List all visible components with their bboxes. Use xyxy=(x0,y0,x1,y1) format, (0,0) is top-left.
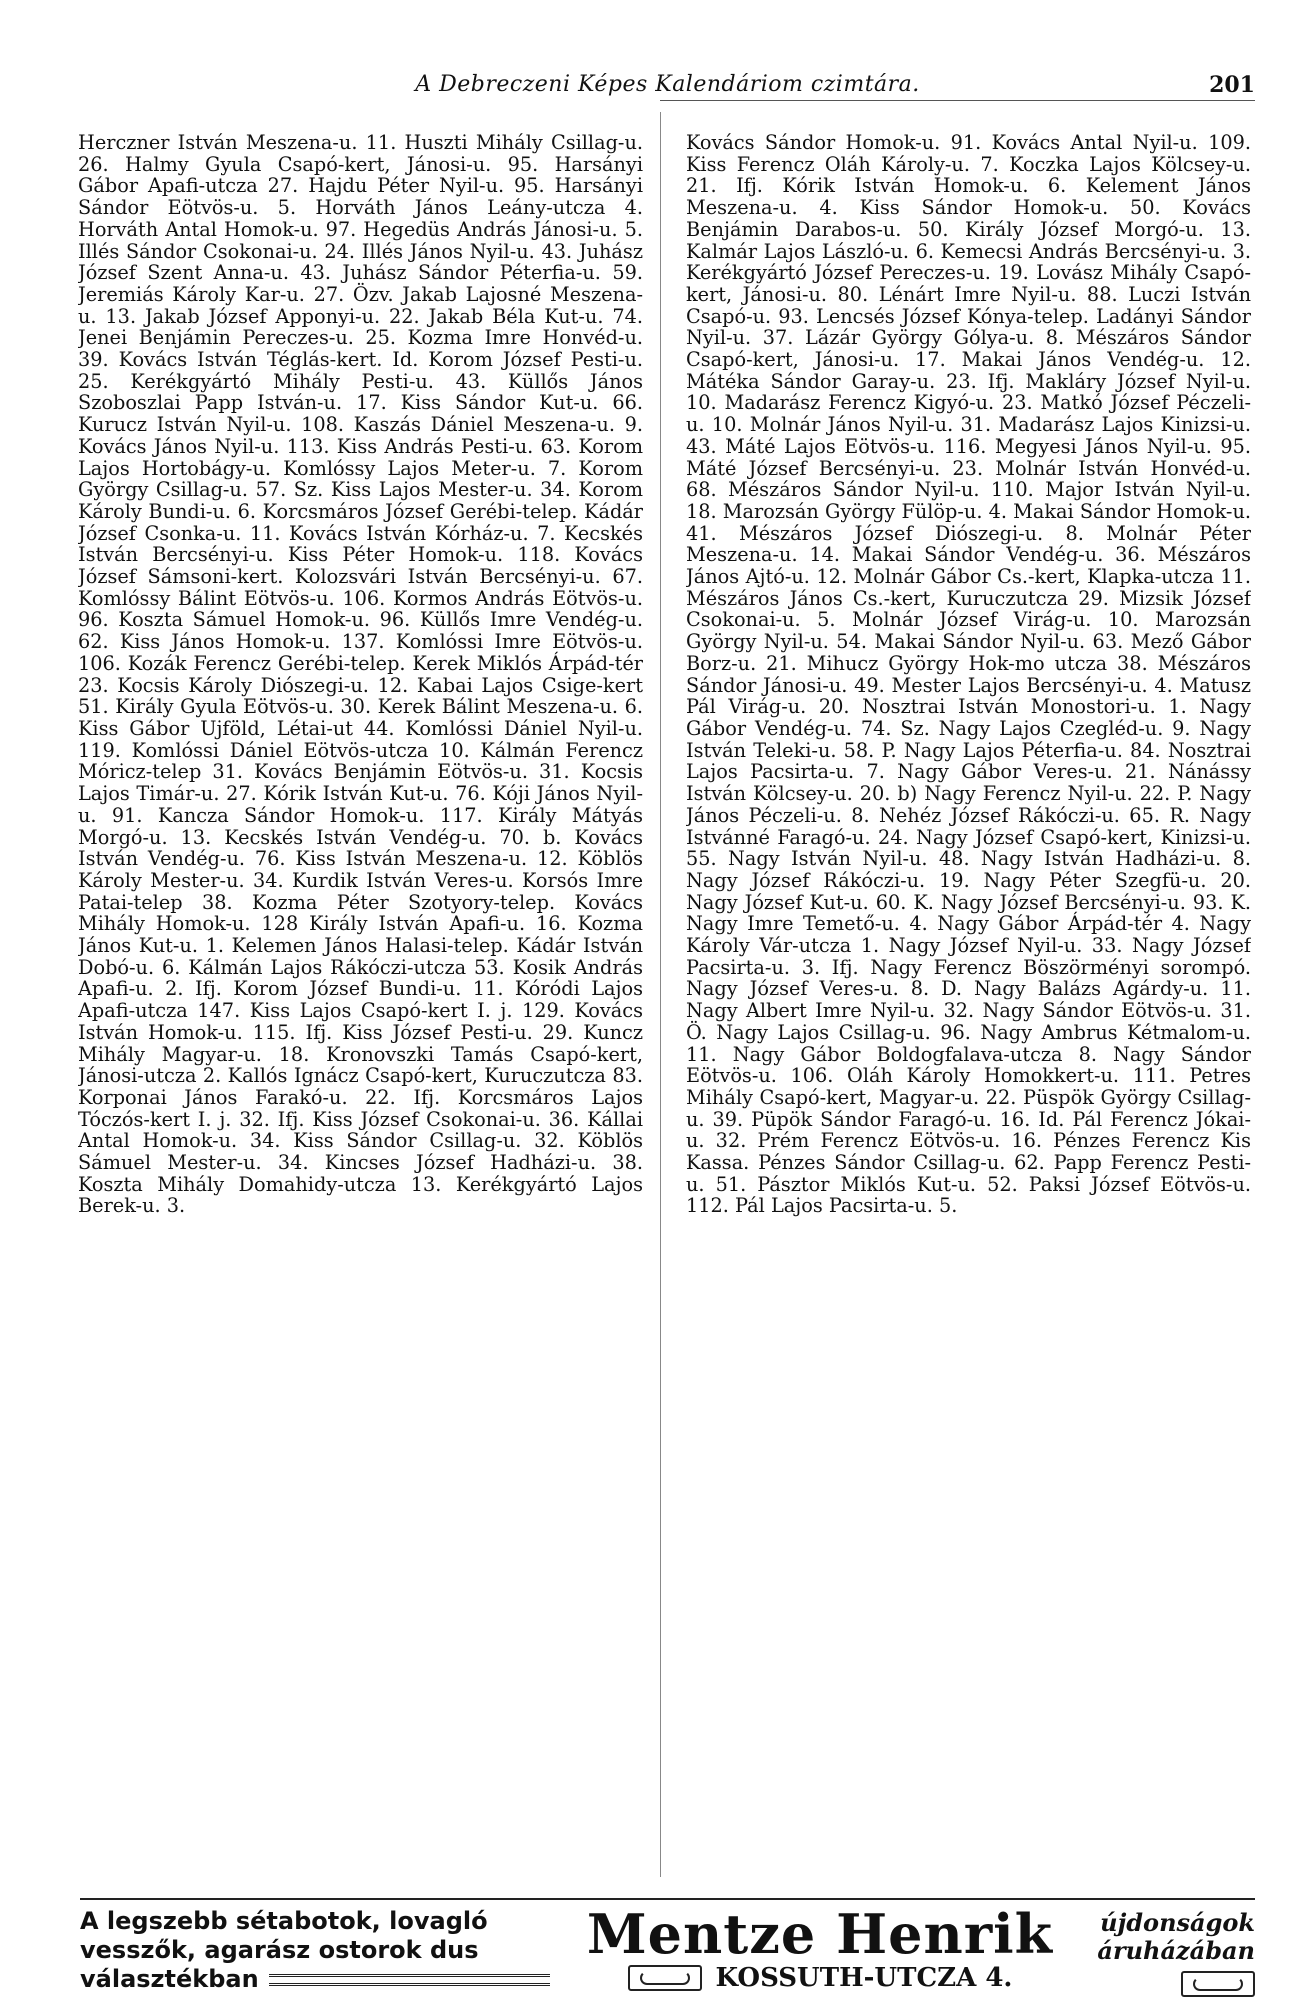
whip-icon xyxy=(1181,1971,1255,1997)
directory-column-left xyxy=(78,132,643,1877)
page-header xyxy=(80,72,1255,112)
column-divider xyxy=(660,112,661,1877)
decorative-double-rule xyxy=(269,1974,550,1986)
advertisement xyxy=(80,1902,1255,2000)
directory-text-left: Herczner István Meszena-u. 11. Huszti Mihály Csillag-u. 26. Halmy Gyula Csapó-kert, Jánosi-u. 95. Harsányi Gábor Apafi-utcza 27. Hajdu Péter Nyil-u. 95. Harsányi Sándor Eötvös-u. 5. Horváth János Leány-utcza 4. Horváth Antal Homok-u. 97. Hegedüs András Jánosi-u. 5. Illés Sándor Csokonai-u. 24. Illés János Nyil-u. 43. Juhász József Szent Anna-u. 43. Juhász Sándor Péterfia-u. 59. Jeremiás Károly Kar-u. 27. Özv. Jakab Lajosné Meszena-u. 13. Jakab József Apponyi-u. 22. Jakab Béla Kut-u. 74. Jenei Benjámin Pereczes-u. 25. Kozma Imre Honvéd-u. 39. Kovács István Téglás-kert. Id. Korom József Pesti-u. 25. Kerékgyártó Mihály Pesti-u. 43. Küllős János Szoboszlai Papp István-u. 17. Kiss Sándor Kut-u. 66. Kurucz István Nyil-u. 108. Kaszás Dániel Meszena-u. 9. Kovács János Nyil-u. 113. Kiss András Pesti-u. 63. Korom Lajos Hortobágy-u. Komlóssy Lajos Meter-u. 7. Korom György Csillag-u. 57. Sz. Kiss Lajos Mester-u. 34. Korom Károly Bundi-u. 6. Korcsmáros József Gerébi-telep. Kádár József Csonka-u. 11. Kovács István Kórház-u. 7. Kecskés István Bercsényi-u. Kiss Péter Homok-u. 118. Kovács József Sámsoni-kert. Kolozsvári István Bercsényi-u. 67. Komlóssy Bálint Eötvös-u. 106. Kormos András Eötvös-u. 96. Koszta Sámuel Homok-u. 96. Küllős Imre Vendég-u. 62. Kiss János Homok-u. 137. Komlóssi Imre Eötvös-u. 106. Kozák Ferencz Gerébi-telep. Kerek Miklós Árpád-tér 23. Kocsis Károly Diószegi-u. 12. Kabai Lajos Csige-kert 51. Király Gyula Eötvös-u. 30. Kerek Bálint Meszena-u. 6. Kiss Gábor Ujföld, Létai-ut 44. Komlóssi Dániel Nyil-u. 119. Komlóssi Dániel Eötvös-utcza 10. Kálmán Ferencz Móricz-telep 31. Kovács Benjámin Eötvös-u. 31. Kocsis Lajos Timár-u. 27. Kórik István Kut-u. 76. Kóji János Nyil-u. 91. Kancza Sándor Homok-u. 117. Király Mátyás Morgó-u. 13. Kecskés István Vendég-u. 70. b. Kovács István Vendég-u. 76. Kiss István Meszena-u. 12. Köblös Károly Mester-u. 34. Kurdik István Veres-u. Korsós Imre Patai-telep 38. Kozma Péter Szotyory-telep. Kovács Mihály Homok-u. 128 Király István Apafi-u. 16. Kozma János Kut-u. 1. Kelemen János Halasi-telep. Kádár István Dobó-u. 6. Kálmán Lajos Rákóczi-utcza 53. Kosik András Apafi-u. 2. Ifj. Korom József Bundi-u. 11. Kóródi Lajos Apafi-utcza 147. Kiss Lajos Csapó-kert I. j. 129. Kovács István Homok-u. 115. Ifj. Kiss József Pesti-u. 29. Kuncz Mihály Magyar-u. 18. Kronovszki Tamás Csapó-kert, Jánosi-utcza 2. Kallós Ignácz Csapó-kert, Kuruczutcza 83. Korponai János Farakó-u. 22. Ifj. Korcsmáros Lajos Tóczós-kert I. j. 32. Ifj. Kiss József Csokonai-u. 36. Kállai Antal Homok-u. 34. Kiss Sándor Csillag-u. 32. Köblös Sámuel Mester-u. 34. Kincses József Hadházi-u. 38. Koszta Mihály Domahidy-utcza 13. Kerékgyártó Lajos Berek-u. 3. xyxy=(78,132,643,1218)
page-title: A Debreczeni Képes Kalendáriom czimtára. xyxy=(415,72,920,97)
advertisement-tagline xyxy=(1085,1909,1255,2003)
tagline-line-2: áruházában xyxy=(1097,1936,1255,1965)
advertisement-rule xyxy=(80,1898,1255,1900)
advertisement-slogan xyxy=(80,1907,550,1994)
slogan-line-2: vesszők, agarász ostorok dus xyxy=(80,1936,479,1964)
directory-text-right: Kovács Sándor Homok-u. 91. Kovács Antal Nyil-u. 109. Kiss Ferencz Oláh Károly-u. 7. Koczka Lajos Kölcsey-u. 21. Ifj. Kórik István Homok-u. 6. Kelement János Meszena-u. 4. Kiss Sándor Homok-u. 50. Kovács Benjámin Darabos-u. 50. Király József Morgó-u. 13. Kalmár Lajos László-u. 6. Kemecsi András Bercsényi-u. 3. Kerékgyártó József Pereczes-u. 19. Lovász Mihály Csapó-kert, Jánosi-u. 80. Lénárt Imre Nyil-u. 88. Luczi István Csapó-u. 93. Lencsés József Kónya-telep. Ladányi Sándor Nyil-u. 37. Lázár György Gólya-u. 8. Mészáros Sándor Csapó-kert, Jánosi-u. 17. Makai János Vendég-u. 12. Mátéka Sándor Garay-u. 23. Ifj. Makláry József Nyil-u. 10. Madarász Ferencz Kigyó-u. 23. Matkó József Péczeli-u. 10. Molnár János Nyil-u. 31. Madarász Lajos Kinizsi-u. 43. Máté Lajos Eötvös-u. 116. Megyesi János Nyil-u. 95. Máté József Bercsényi-u. 23. Molnár István Honvéd-u. 68. Mészáros Sándor Nyil-u. 110. Major István Nyil-u. 18. Marozsán György Fülöp-u. 4. Makai Sándor Homok-u. 41. Mészáros József Diószegi-u. 8. Molnár Péter Meszena-u. 14. Makai Sándor Vendég-u. 36. Mészáros János Ajtó-u. 12. Molnár Gábor Cs.-kert, Klapka-utcza 11. Mészáros János Cs.-kert, Kuruczutcza 29. Mizsik József Csokonai-u. 5. Molnár József Virág-u. 10. Marozsán György Nyil-u. 54. Makai Sándor Nyil-u. 63. Mező Gábor Borz-u. 21. Mihucz György Hok-mo utcza 38. Mészáros Sándor Jánosi-u. 49. Mester Lajos Bercsényi-u. 4. Matusz Pál Virág-u. 20. Nosztrai István Monostori-u. 1. Nagy Gábor Vendég-u. 74. Sz. Nagy Lajos Czegléd-u. 9. Nagy István Teleki-u. 58. P. Nagy Lajos Péterfia-u. 84. Nosztrai Lajos Pacsirta-u. 7. Nagy Gábor Veres-u. 21. Nánássy István Kölcsey-u. 20. b) Nagy Ferencz Nyil-u. 22. P. Nagy János Péczeli-u. 8. Nehéz József Rákóczi-u. 65. R. Nagy Istvánné Faragó-u. 24. Nagy József Csapó-kert, Kinizsi-u. 55. Nagy István Nyil-u. 48. Nagy István Hadházi-u. 8. Nagy József Rákóczi-u. 19. Nagy Péter Szegfü-u. 20. Nagy József Kut-u. 60. K. Nagy József Bercsényi-u. 93. K. Nagy Imre Temető-u. 4. Nagy Gábor Árpád-tér 4. Nagy Károly Vár-utcza 1. Nagy József Nyil-u. 33. Nagy József Pacsirta-u. 3. Ifj. Nagy Ferencz Böszörményi sorompó. Nagy József Veres-u. 8. D. Nagy Balázs Agárdy-u. 11. Nagy Albert Imre Nyil-u. 32. Nagy Sándor Eötvös-u. 31. Ö. Nagy Lajos Csillag-u. 96. Nagy Ambrus Kétmalom-u. 11. Nagy Gábor Boldogfalava-utcza 8. Nagy Sándor Eötvös-u. 106. Oláh Károly Homokkert-u. 111. Petres Mihály Csapó-kert, Magyar-u. 22. Püspök György Csillag-u. 39. Püpök Sándor Faragó-u. 16. Id. Pál Ferencz Jókai-u. 32. Prém Ferencz Eötvös-u. 16. Pénzes Ferencz Kis Kassa. Pénzes Sándor Csillag-u. 62. Papp Ferencz Pesti-u. 51. Pásztor Miklós Kut-u. 52. Paksi József Eötvös-u. 112. Pál Lajos Pacsirta-u. 5. xyxy=(686,132,1251,1218)
advertisement-brand: Mentze Henrik xyxy=(586,1902,1054,1966)
whip-icon xyxy=(628,1965,702,1991)
advertisement-address-row xyxy=(560,1963,1080,1993)
slogan-line-3: választékban xyxy=(80,1965,259,1993)
slogan-line-3-row xyxy=(80,1965,550,1994)
tagline-line-1: újdonságok xyxy=(1100,1908,1255,1937)
slogan-line-1: A legszebb sétabotok, lovagló xyxy=(80,1907,488,1935)
advertisement-address: KOSSUTH-UTCZA 4. xyxy=(715,1963,1013,1993)
directory-column-right xyxy=(686,132,1251,1877)
header-rule xyxy=(660,100,1255,101)
advertisement-brand-block xyxy=(560,1902,1080,1993)
page-number: 201 xyxy=(1209,72,1255,98)
